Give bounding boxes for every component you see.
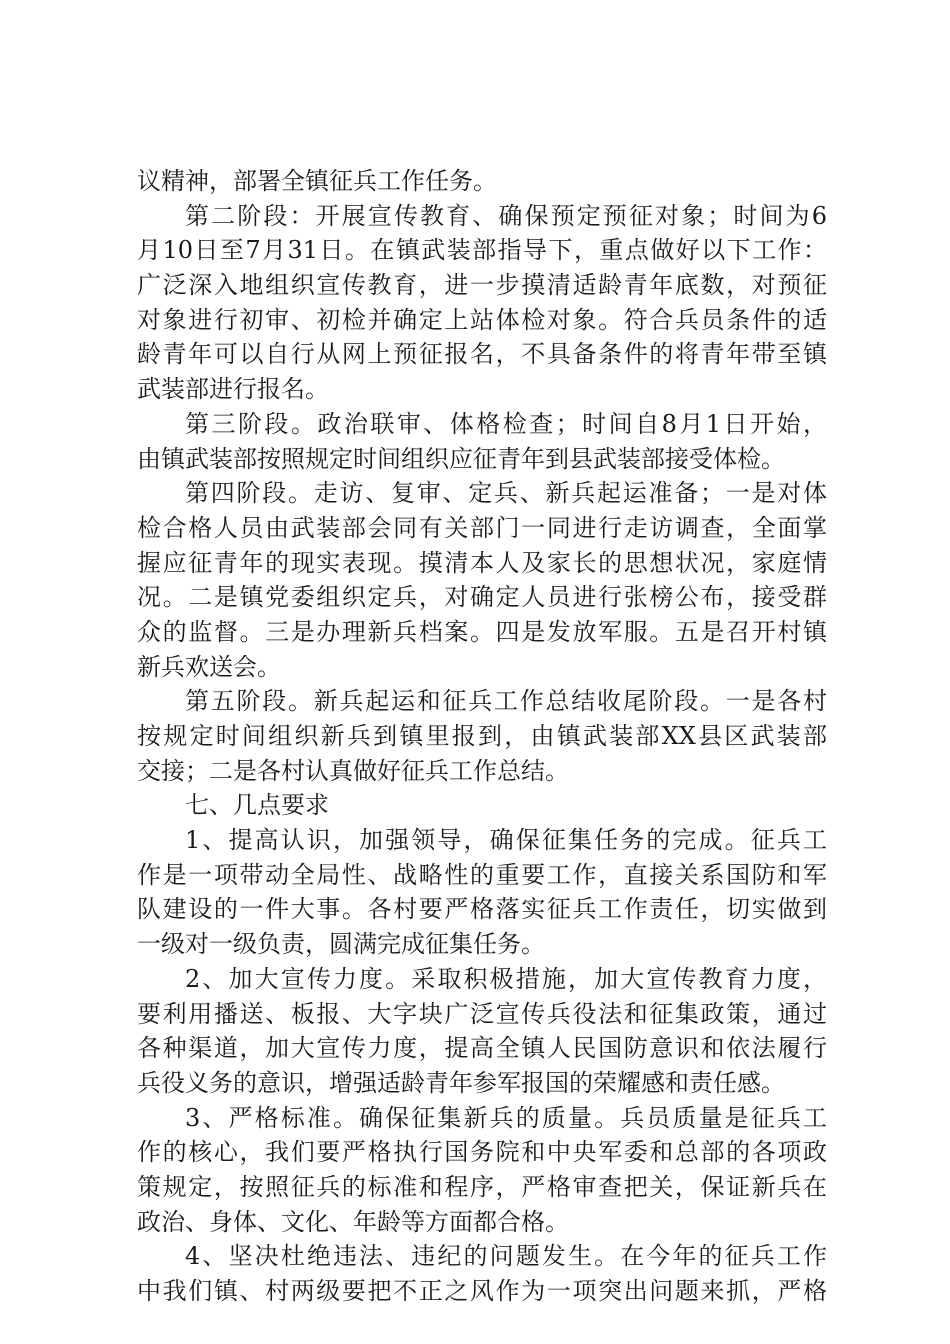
text-line: 第四阶段。走访、复审、定兵、新兵起运准备；一是对体 [185, 479, 827, 508]
text-line: 月10日至7月31日。在镇武装部指导下，重点做好以下工作： [137, 236, 827, 265]
document-body [137, 164, 827, 1309]
text-line: 队建设的一件大事。各村要严格落实征兵工作责任，切实做到 [137, 895, 827, 924]
text-line: 众的监督。三是办理新兵档案。四是发放军服。五是召开村镇 [137, 617, 827, 646]
text-line: 七、几点要求 [185, 791, 329, 820]
text-line: 按规定时间组织新兵到镇里报到，由镇武装部XX县区武装部 [137, 722, 827, 750]
text-line: 对象进行初审、初检并确定上站体检对象。符合兵员条件的适 [137, 305, 827, 334]
text-line: 政治、身体、文化、年龄等方面都合格。 [137, 1207, 569, 1236]
text-line: 各种渠道，加大宣传力度，提高全镇人民国防意识和依法履行 [137, 1034, 827, 1063]
text-line: 作的核心，我们要严格执行国务院和中央军委和总部的各项政 [137, 1138, 827, 1167]
text-line: 第三阶段。政治联审、体格检查；时间自8月1日开始， [185, 409, 827, 438]
text-line: 1、提高认识，加强领导，确保征集任务的完成。征兵工 [185, 826, 827, 855]
text-line: 作是一项带动全局性、战略性的重要工作，直接关系国防和军 [137, 860, 827, 889]
text-line: 议精神，部署全镇征兵工作任务。 [137, 167, 497, 195]
text-line: 一级对一级负责，圆满完成征集任务。 [137, 930, 545, 959]
text-line: 况。二是镇党委组织定兵，对确定人员进行张榜公布，接受群 [137, 583, 827, 612]
text-line: 4、坚决杜绝违法、违纪的问题发生。在今年的征兵工作 [185, 1242, 827, 1271]
text-line: 新兵欢送会。 [137, 652, 281, 681]
text-line: 要利用播送、板报、大字块广泛宣传兵役法和征集政策，通过 [137, 999, 827, 1028]
text-line: 握应征青年的现实表现。摸清本人及家长的思想状况，家庭情 [137, 548, 827, 577]
text-line: 2、加大宣传力度。采取积极措施，加大宣传教育力度， [185, 964, 827, 993]
text-line: 策规定，按照征兵的标准和程序，严格审查把关，保证新兵在 [137, 1172, 827, 1201]
text-line: 第五阶段。新兵起运和征兵工作总结收尾阶段。一是各村 [185, 687, 827, 716]
text-line: 交接；二是各村认真做好征兵工作总结。 [137, 756, 569, 785]
text-line: 第二阶段：开展宣传教育、确保预定预征对象；时间为6 [185, 201, 827, 230]
text-line: 武装部进行报名。 [137, 375, 329, 404]
text-line: 检合格人员由武装部会同有关部门一同进行走访调查，全面掌 [137, 513, 827, 542]
text-line: 中我们镇、村两级要把不正之风作为一项突出问题来抓，严格 [137, 1277, 827, 1305]
text-line: 兵役义务的意识，增强适龄青年参军报国的荣耀感和责任感。 [137, 1068, 785, 1097]
text-line: 3、严格标准。确保征集新兵的质量。兵员质量是征兵工 [185, 1103, 827, 1132]
text-line: 广泛深入地组织宣传教育，进一步摸清适龄青年底数，对预征 [137, 271, 827, 300]
text-line: 由镇武装部按照规定时间组织应征青年到县武装部接受体检。 [137, 444, 785, 473]
text-line: 龄青年可以自行从网上预征报名，不具备条件的将青年带至镇 [137, 340, 827, 369]
